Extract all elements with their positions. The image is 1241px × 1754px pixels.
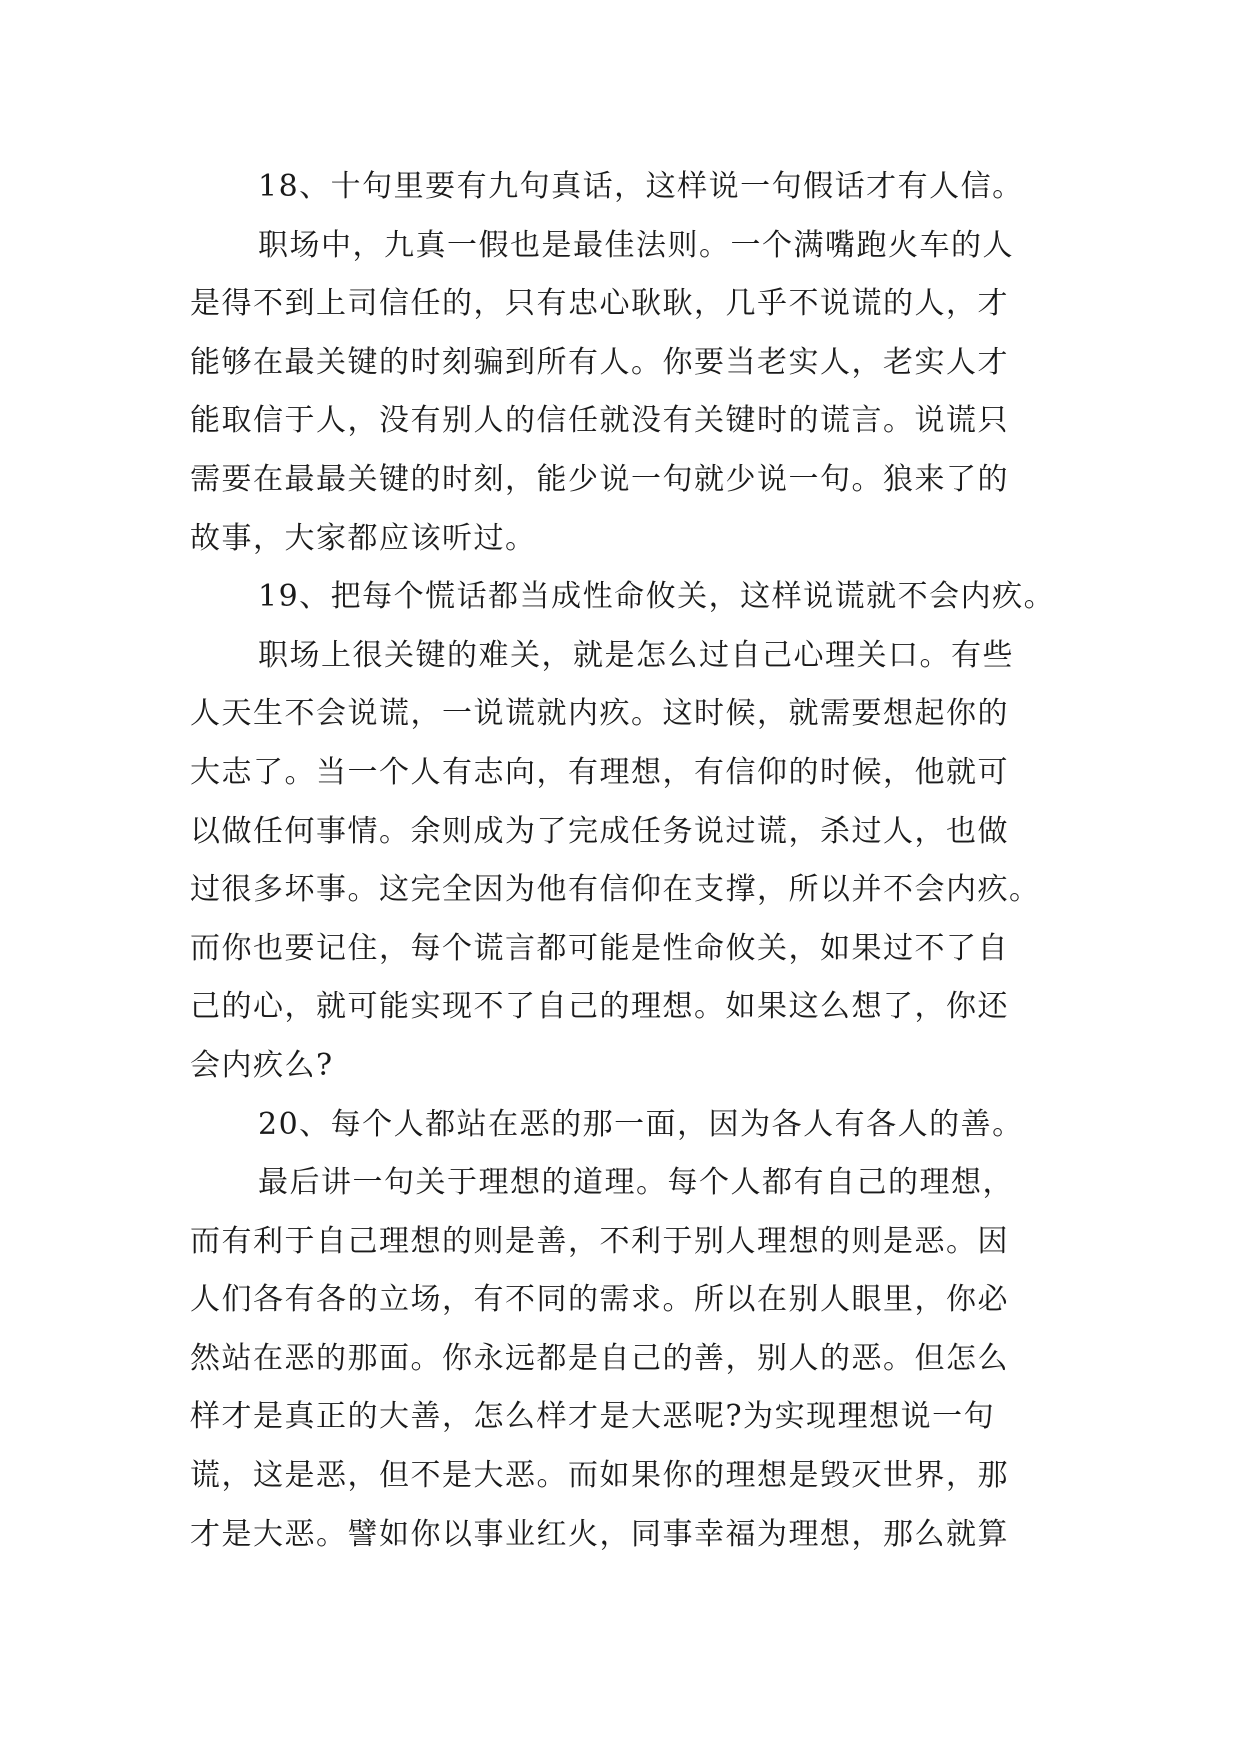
paragraph-line: 样才是真正的大善，怎么样才是大恶呢?为实现理想说一句 [190,1399,996,1435]
paragraph-line: 故事，大家都应该听过。 [190,520,537,556]
paragraph-line: 职场中，九真一假也是最佳法则。一个满嘴跑火车的人 [258,227,1014,263]
paragraph-line: 职场上很关键的难关，就是怎么过自己心理关口。有些 [258,637,1014,673]
heading-19: 19、把每个慌话都当成性命攸关，这样说谎就不会内疚。 [258,579,1056,615]
paragraph-line: 然站在恶的那面。你永远都是自己的善，别人的恶。但怎么 [190,1340,1009,1376]
paragraph-line: 最后讲一句关于理想的道理。每个人都有自己的理想， [258,1165,1014,1201]
paragraph-line: 能取信于人，没有别人的信任就没有关键时的谎言。说谎只 [190,403,1009,439]
paragraph-line: 以做任何事情。余则成为了完成任务说过谎，杀过人，也做 [190,813,1009,849]
paragraph-line: 人天生不会说谎，一说谎就内疚。这时候，就需要想起你的 [190,696,1009,732]
paragraph-line: 是得不到上司信任的，只有忠心耿耿，几乎不说谎的人，才 [190,286,1009,322]
paragraph-line: 过很多坏事。这完全因为他有信仰在支撑，所以并不会内疚。 [190,872,1041,908]
paragraph-line: 谎，这是恶，但不是大恶。而如果你的理想是毁灭世界，那 [190,1458,1009,1494]
paragraph-line: 而有利于自己理想的则是善，不利于别人理想的则是恶。因 [190,1223,1009,1259]
paragraph-line: 人们各有各的立场，有不同的需求。所以在别人眼里，你必 [190,1282,1009,1318]
document-body [190,158,1070,1564]
paragraph-line: 而你也要记住，每个谎言都可能是性命攸关，如果过不了自 [190,930,1009,966]
paragraph-line: 己的心，就可能实现不了自己的理想。如果这么想了，你还 [190,989,1009,1025]
heading-18: 18、十句里要有九句真话，这样说一句假话才有人信。 [258,169,1024,204]
paragraph-line: 才是大恶。譬如你以事业红火，同事幸福为理想，那么就算 [190,1516,1009,1552]
paragraph-line: 大志了。当一个人有志向，有理想，有信仰的时候，他就可 [190,754,1009,790]
paragraph-line: 能够在最关键的时刻骗到所有人。你要当老实人，老实人才 [190,344,1009,380]
paragraph-line: 需要在最最关键的时刻，能少说一句就少说一句。狼来了的 [190,461,1009,497]
paragraph-line: 会内疚么? [190,1047,334,1083]
heading-20: 20、每个人都站在恶的那一面，因为各人有各人的善。 [258,1106,1024,1142]
